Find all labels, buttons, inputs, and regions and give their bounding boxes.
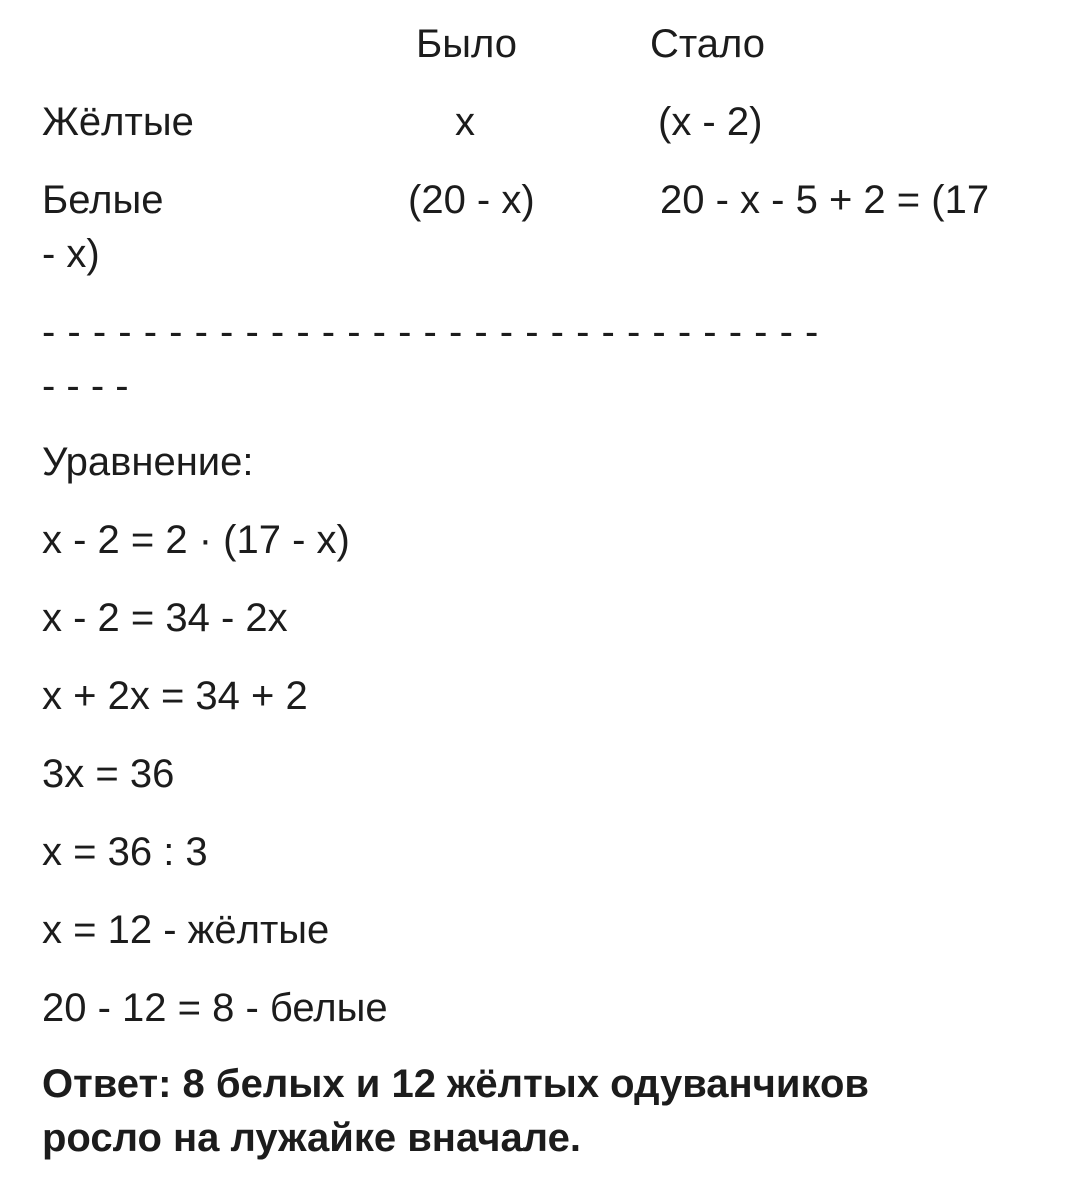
equation-line-1: x - 2 = 2 · (17 - x)	[42, 518, 350, 562]
separator-line-2: - - - -	[42, 364, 129, 408]
column-header-before: Было	[416, 22, 518, 66]
answer-line-2: росло на лужайке вначале.	[42, 1116, 581, 1160]
row-white-after-wrap: - x)	[42, 232, 100, 276]
row-label-white: Белые	[42, 178, 164, 222]
row-yellow-before: x	[455, 100, 475, 144]
row-white-after: 20 - x - 5 + 2 = (17	[660, 178, 990, 222]
equation-line-5: x = 36 : 3	[42, 830, 208, 874]
equation-line-6: x = 12 - жёлтые	[42, 908, 330, 952]
equation-line-7: 20 - 12 = 8 - белые	[42, 986, 388, 1030]
equation-heading: Уравнение:	[42, 440, 254, 484]
equation-line-3: x + 2x = 34 + 2	[42, 674, 308, 718]
row-yellow-after: (x - 2)	[658, 100, 763, 144]
column-header-after: Стало	[650, 22, 766, 66]
row-label-yellow: Жёлтые	[42, 100, 194, 144]
row-white-before: (20 - x)	[408, 178, 535, 222]
answer-line-1: Ответ: 8 белых и 12 жёлтых одуванчиков	[42, 1062, 870, 1106]
separator-line-1: - - - - - - - - - - - - - - - - - - - - - - - - - - - - - - -	[42, 310, 819, 354]
equation-line-2: x - 2 = 34 - 2x	[42, 596, 288, 640]
equation-line-4: 3x = 36	[42, 752, 175, 796]
